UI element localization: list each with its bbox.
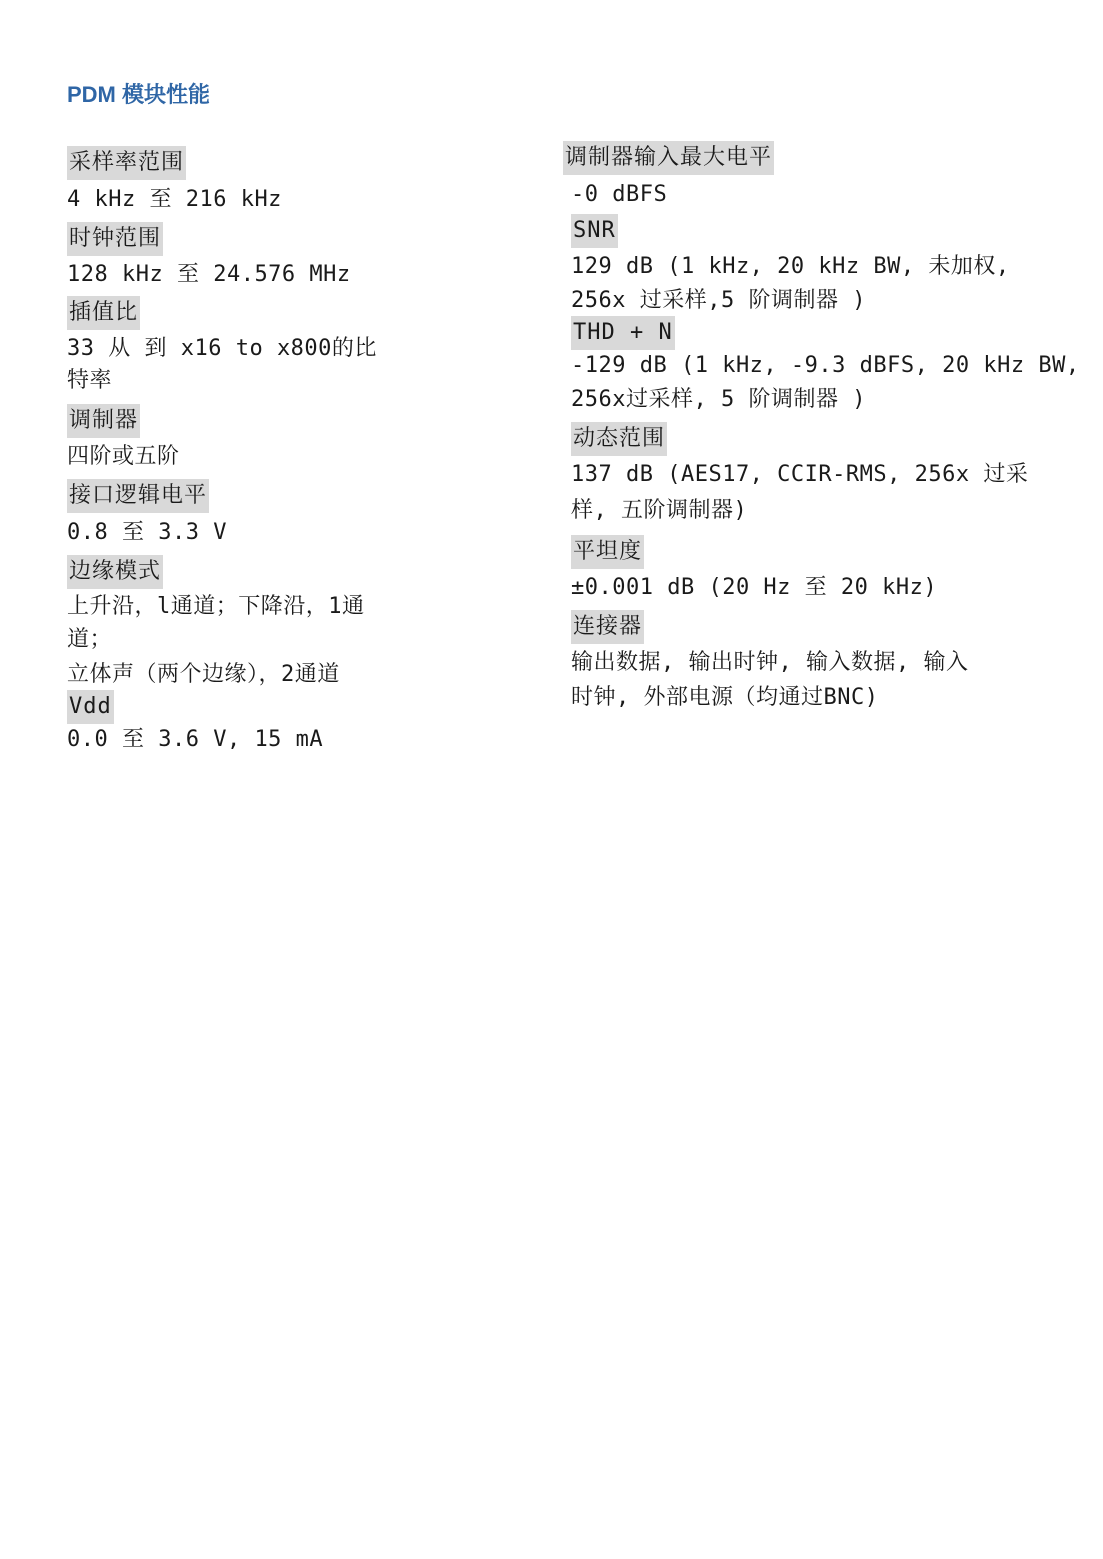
spec-label-connectors: 连接器 — [571, 610, 644, 644]
spec-value-modulator: 四阶或五阶 — [67, 444, 180, 469]
spec-value-vdd: 0.0 至 3.6 V, 15 mA — [67, 727, 324, 752]
spec-value-interpolation-line2: 特率 — [67, 368, 113, 393]
spec-label-modulator: 调制器 — [67, 404, 140, 438]
spec-value-snr-line2: 256x 过采样,5 阶调制器 ) — [571, 288, 866, 313]
spec-value-edge-mode-line3: 立体声（两个边缘），2通道 — [67, 662, 340, 687]
spec-value-edge-mode-line1: 上升沿，l通道；下降沿，1通 — [67, 594, 365, 619]
spec-value-dynamic-range-line2: 样, 五阶调制器) — [571, 498, 748, 523]
spec-value-clock-range: 128 kHz 至 24.576 MHz — [67, 262, 351, 287]
spec-label-clock-range: 时钟范围 — [67, 222, 163, 256]
spec-value-sample-rate: 4 kHz 至 216 kHz — [67, 187, 282, 212]
spec-label-dynamic-range: 动态范围 — [571, 422, 667, 456]
spec-value-connectors-line2: 时钟, 外部电源（均通过BNC) — [571, 685, 879, 710]
spec-label-vdd: Vdd — [67, 690, 114, 724]
spec-value-flatness: ±0.001 dB (20 Hz 至 20 kHz) — [571, 575, 938, 600]
spec-label-logic-level: 接口逻辑电平 — [67, 479, 209, 513]
spec-value-interpolation-line1: 33 从 到 x16 to x800的比 — [67, 336, 377, 361]
page-title: PDM 模块性能 — [67, 82, 211, 107]
spec-value-max-input-level: -0 dBFS — [571, 182, 668, 207]
spec-label-sample-rate: 采样率范围 — [67, 146, 186, 180]
spec-value-thd-n-line2: 256x过采样, 5 阶调制器 ) — [571, 387, 866, 412]
spec-label-flatness: 平坦度 — [571, 535, 644, 569]
spec-value-dynamic-range-line1: 137 dB (AES17, CCIR-RMS, 256x 过采 — [571, 462, 1029, 487]
spec-value-thd-n-line1: -129 dB (1 kHz, -9.3 dBFS, 20 kHz BW, — [571, 353, 1080, 378]
spec-label-thd-n: THD + N — [571, 316, 675, 350]
spec-label-snr: SNR — [571, 214, 618, 248]
spec-value-logic-level: 0.8 至 3.3 V — [67, 520, 227, 545]
spec-label-edge-mode: 边缘模式 — [67, 555, 163, 589]
spec-value-connectors-line1: 输出数据, 输出时钟, 输入数据, 输入 — [571, 650, 969, 675]
spec-value-edge-mode-line2: 道； — [67, 627, 113, 652]
spec-label-max-input-level: 调制器输入最大电平 — [563, 141, 774, 175]
spec-value-snr-line1: 129 dB (1 kHz, 20 kHz BW, 未加权, — [571, 254, 1010, 279]
spec-label-interpolation: 插值比 — [67, 296, 140, 330]
